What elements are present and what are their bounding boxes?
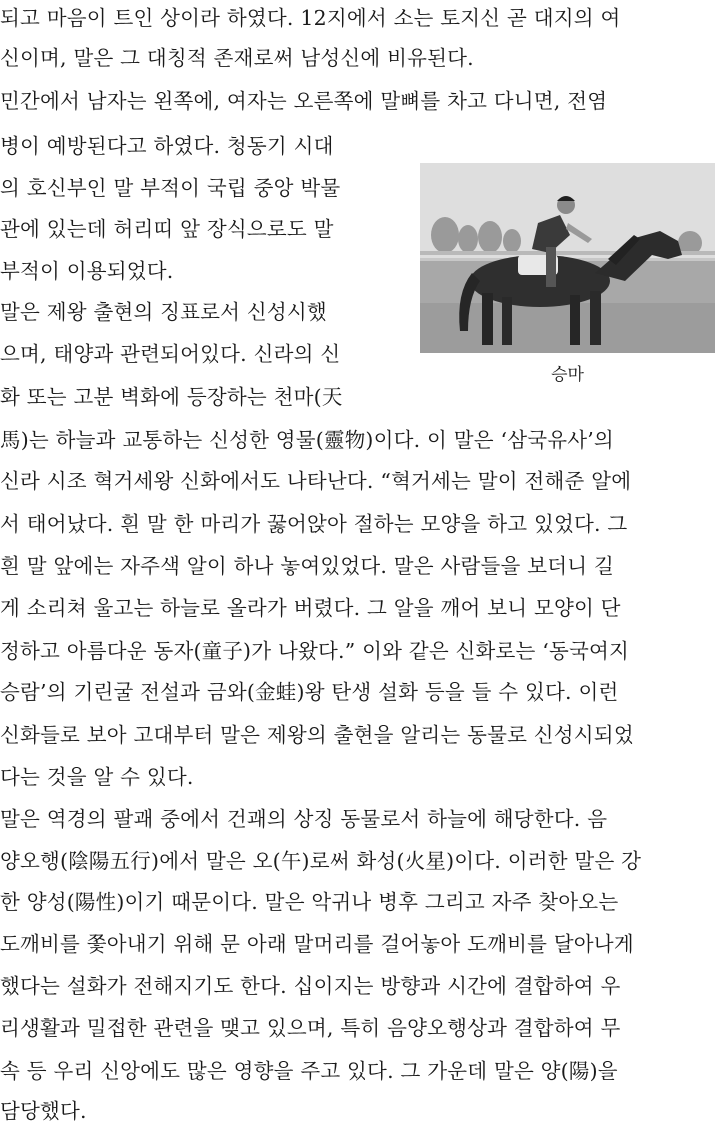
text-line: 민간에서 남자는 왼쪽에, 여자는 오른쪽에 말뼈를 차고 다니면, 전염: [0, 89, 608, 113]
text-line: 담당했다.: [0, 1099, 87, 1123]
text-line: 양오행(陰陽五行)에서 말은 오(午)로써 화성(火星)이다. 이러한 말은 강: [0, 849, 642, 873]
photo-caption: 승마: [551, 365, 584, 385]
text-line: 다는 것을 알 수 있다.: [0, 765, 194, 789]
text-line: 신화들로 보아 고대부터 말은 제왕의 출현을 알리는 동물로 신성시되었: [0, 723, 634, 747]
text-line: 관에 있는데 허리띠 앞 장식으로도 말: [0, 217, 334, 241]
text-line: 한 양성(陽性)이기 때문이다. 말은 악귀나 병후 그리고 자주 찾아오는: [0, 890, 619, 914]
text-line: 서 태어났다. 흰 말 한 마리가 꿇어앉아 절하는 모양을 하고 있었다. 그: [0, 512, 628, 536]
text-line: 승람’의 기린굴 전설과 금와(金蛙)왕 탄생 설화 등을 들 수 있다. 이런: [0, 680, 619, 704]
text-line: 정하고 아름다운 동자(童子)가 나왔다.” 이와 같은 신화로는 ‘동국여지: [0, 639, 629, 663]
text-line: 리생활과 밀접한 관련을 맺고 있으며, 특히 음양오행상과 결합하여 무: [0, 1016, 621, 1040]
text-line: 흰 말 앞에는 자주색 알이 하나 놓여있었다. 말은 사람들을 보더니 길: [0, 554, 614, 578]
text-line: 게 소리쳐 울고는 하늘로 올라가 버렸다. 그 알을 깨어 보니 모양이 단: [0, 596, 621, 620]
text-line: 병이 예방된다고 하였다. 청동기 시대: [0, 134, 334, 158]
text-line: 되고 마음이 트인 상이라 하였다. 12지에서 소는 토지신 곧 대지의 여: [0, 6, 621, 30]
text-line: 으며, 태양과 관련되어있다. 신라의 신: [0, 342, 341, 366]
text-line: 부적이 이용되었다.: [0, 259, 174, 283]
text-line: 속 등 우리 신앙에도 많은 영향을 주고 있다. 그 가운데 말은 양(陽)을: [0, 1059, 618, 1083]
text-line: 도깨비를 쫓아내기 위해 문 아래 말머리를 걸어놓아 도깨비를 달아나게: [0, 932, 634, 956]
horse-riding-photo: [420, 163, 715, 353]
text-line: 했다는 설화가 전해지기도 한다. 십이지는 방향과 시간에 결합하여 우: [0, 974, 621, 998]
text-line: 화 또는 고분 벽화에 등장하는 천마(天: [0, 385, 343, 409]
text-line: 의 호신부인 말 부적이 국립 중앙 박물: [0, 176, 341, 200]
text-line: 馬)는 하늘과 교통하는 신성한 영물(靈物)이다. 이 말은 ‘삼국유사’의: [0, 428, 614, 452]
text-line: 신이며, 말은 그 대칭적 존재로써 남성신에 비유된다.: [0, 46, 474, 70]
text-line: 신라 시조 혁거세왕 신화에서도 나타난다. “혁거세는 말이 전해준 알에: [0, 469, 632, 493]
text-line: 말은 제왕 출현의 징표로서 신성시했: [0, 300, 327, 324]
text-line: 말은 역경의 팔괘 중에서 건괘의 상징 동물로서 하늘에 해당한다. 음: [0, 807, 608, 831]
